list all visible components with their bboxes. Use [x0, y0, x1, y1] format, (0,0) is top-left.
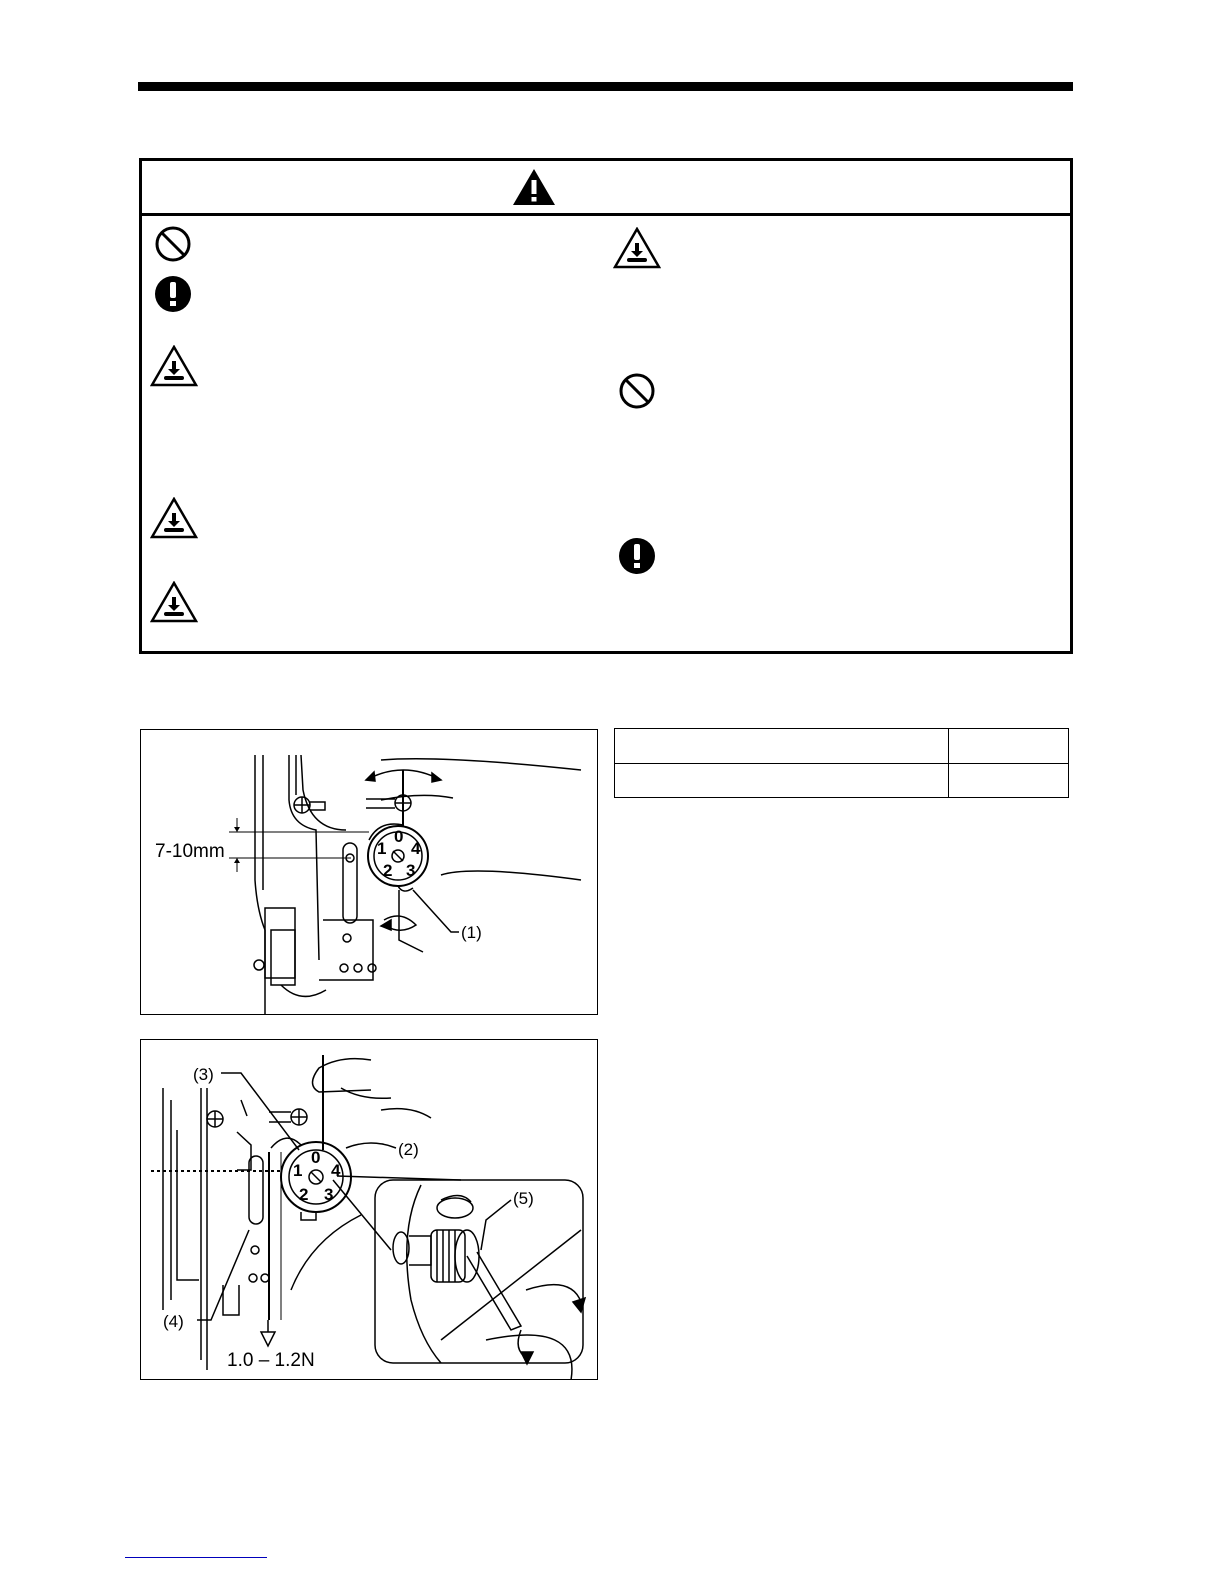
table-cell — [615, 729, 949, 764]
table-row — [615, 763, 1069, 798]
prohibition-icon — [154, 225, 192, 263]
tension-label: 1.0 – 1.2N — [227, 1350, 315, 1371]
dial-digit: 2 — [383, 861, 393, 880]
callout-2: (2) — [398, 1140, 419, 1159]
warning-triangle-icon — [511, 167, 557, 207]
table-cell — [949, 729, 1069, 764]
dial-digit: 1 — [293, 1161, 303, 1180]
dial-digit: 2 — [299, 1185, 309, 1204]
callout-3: (3) — [193, 1065, 214, 1084]
hand-injury-warning-icon — [150, 497, 198, 539]
dial-digit: 4 — [331, 1161, 341, 1180]
dial-digit: 3 — [406, 861, 416, 880]
dial-numbers — [377, 827, 421, 880]
dimension-label: 7-10mm — [155, 841, 225, 862]
callout-1: (1) — [461, 923, 482, 942]
dial-digit: 3 — [324, 1185, 334, 1204]
caution-box — [139, 158, 1073, 654]
dial-digit: 0 — [311, 1148, 321, 1167]
hand-injury-warning-icon — [613, 227, 661, 269]
table-cell — [949, 763, 1069, 798]
tension-adjustment-illustration — [141, 1040, 597, 1379]
callout-5: (5) — [513, 1189, 534, 1208]
figure-thread-take-up-spring — [140, 729, 598, 1015]
figure-thread-tension-adjustment — [140, 1039, 598, 1380]
hand-injury-warning-icon — [150, 581, 198, 623]
mandatory-action-icon — [618, 537, 656, 575]
hand-injury-warning-icon — [150, 345, 198, 387]
header-rule — [138, 82, 1073, 91]
dial-digit: 0 — [394, 827, 404, 846]
prohibition-icon — [618, 372, 656, 410]
dial-digit: 4 — [411, 839, 421, 858]
mandatory-action-icon — [154, 275, 192, 313]
spec-table — [614, 728, 1069, 798]
table-cell — [615, 763, 949, 798]
table-row — [615, 729, 1069, 764]
footnote-rule — [125, 1557, 267, 1558]
caution-header — [142, 161, 1070, 216]
dial-digit: 1 — [377, 839, 387, 858]
take-up-spring-illustration — [141, 730, 597, 1014]
callout-4: (4) — [163, 1312, 184, 1331]
